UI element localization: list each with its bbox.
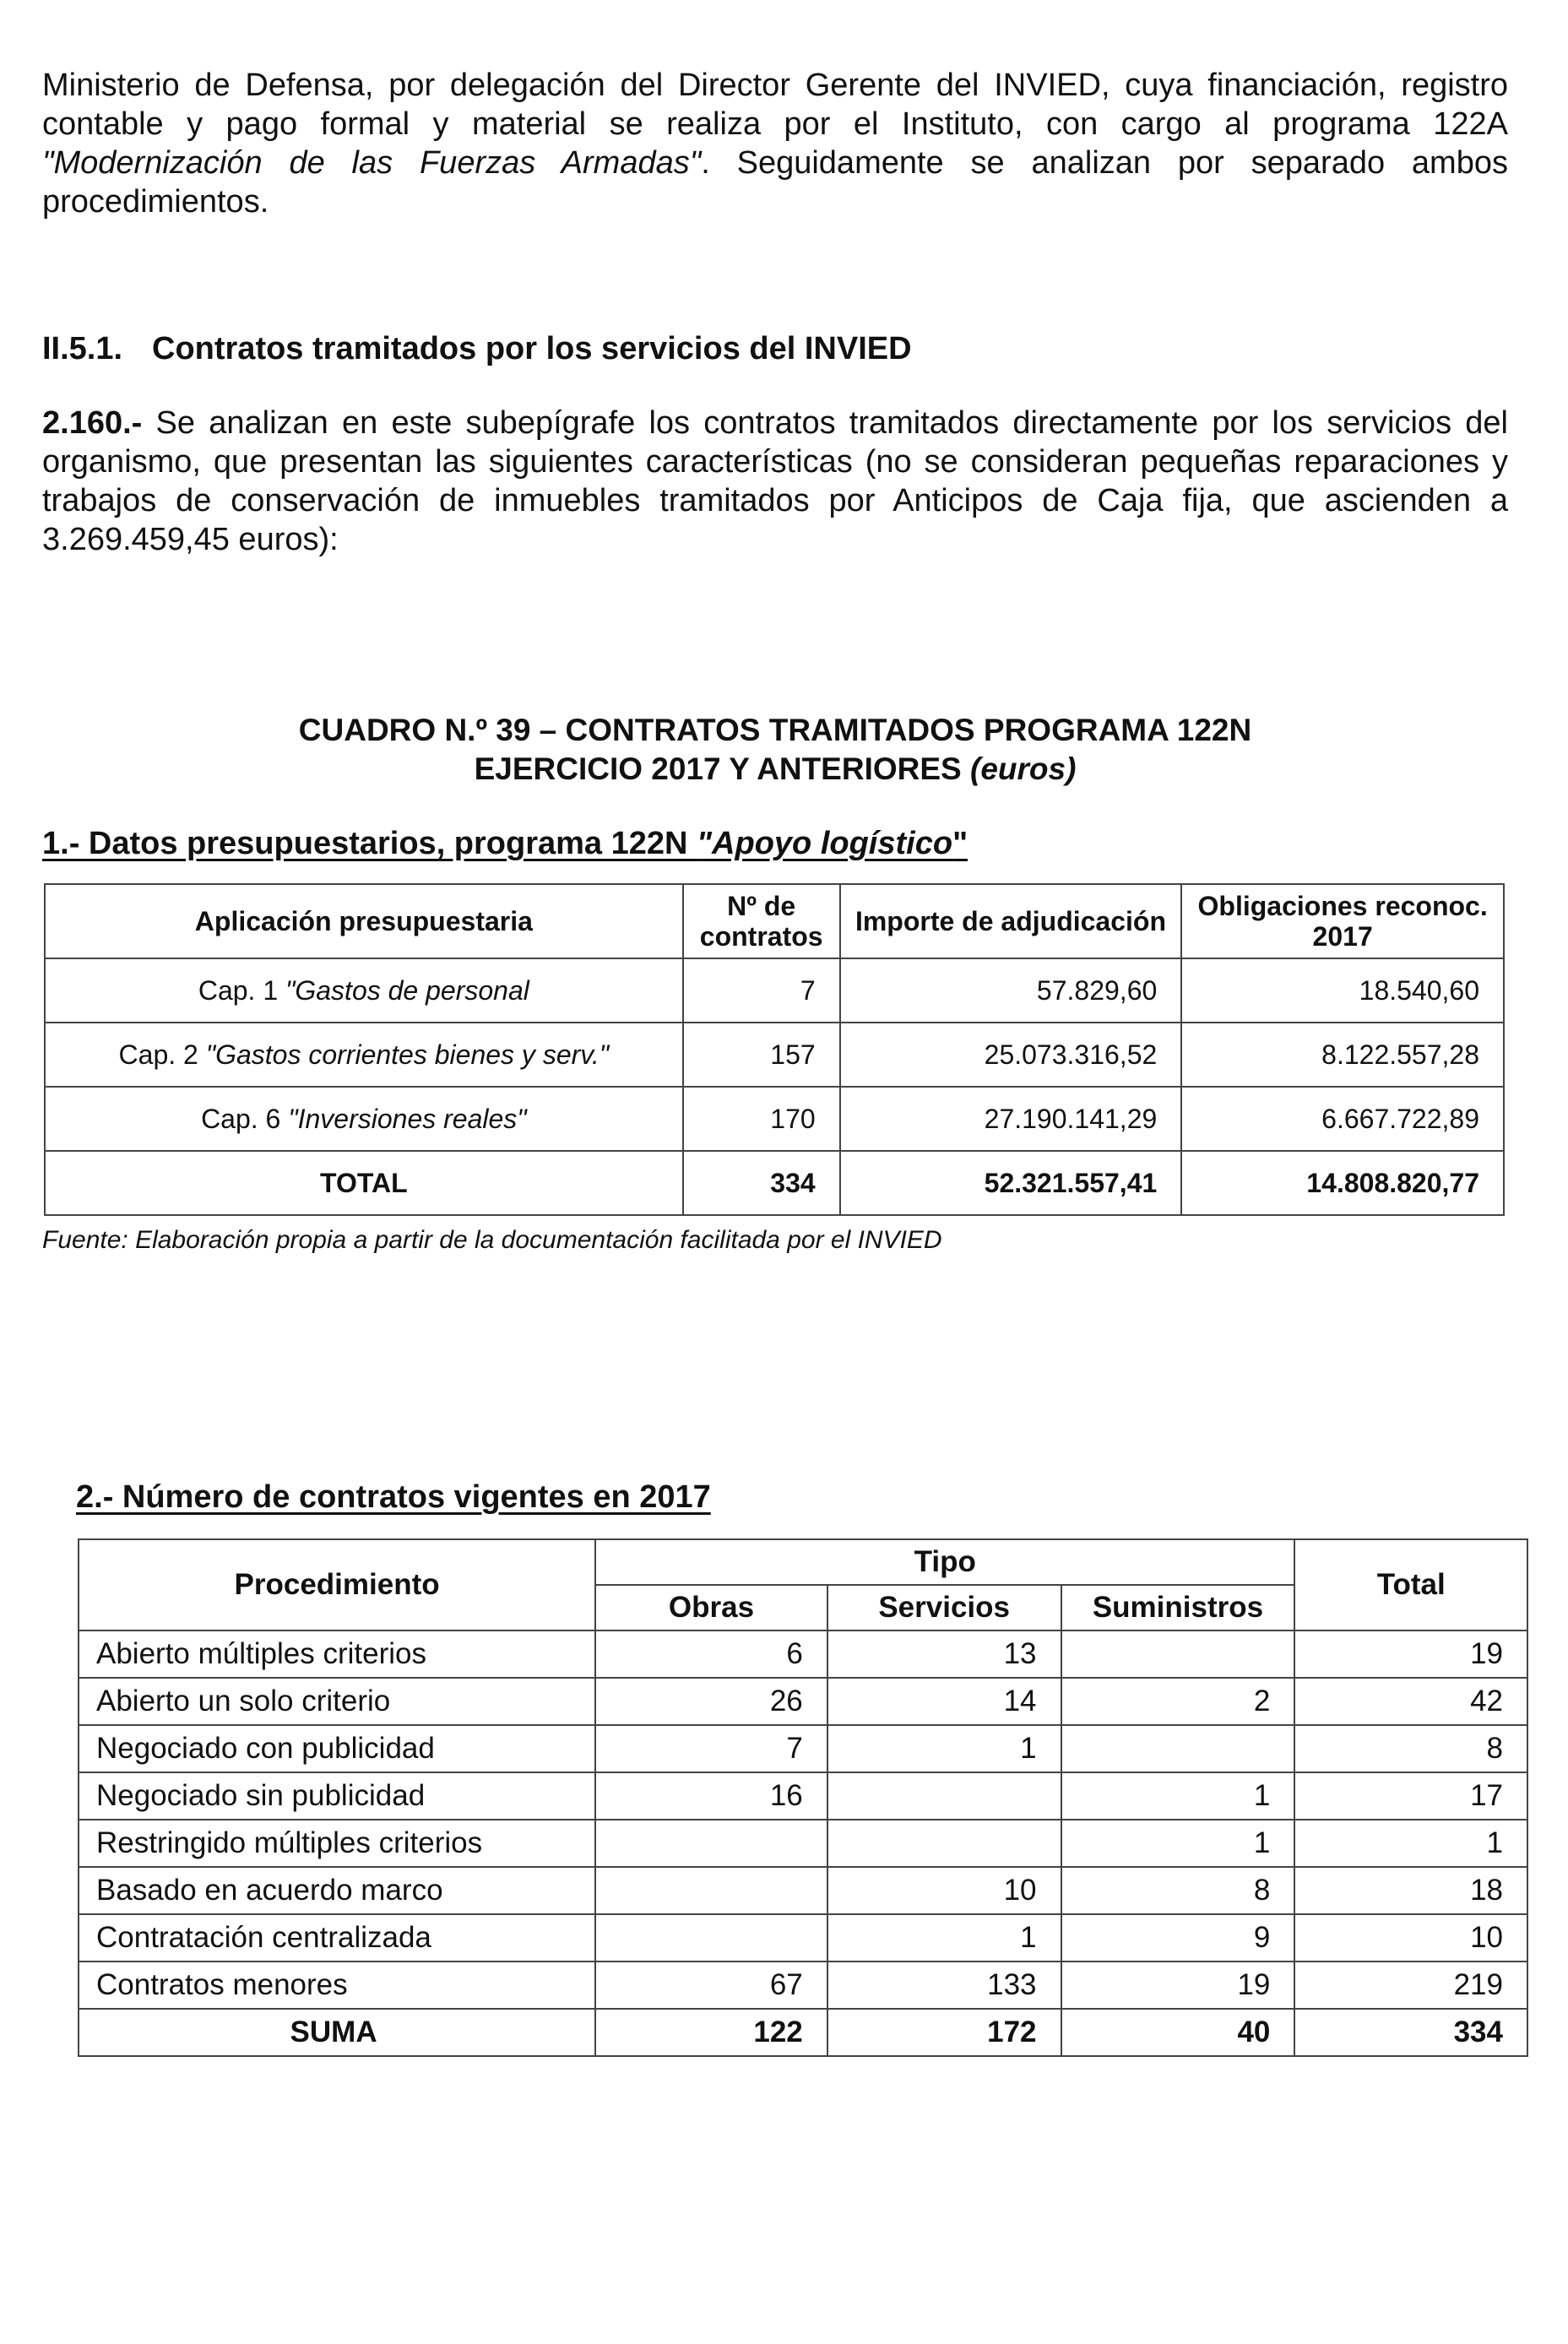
paragraph-text: Se analizan en este subepígrafe los contratos tramitados directamente por los servicios del organismo, que presentan las siguientes características (no se consideran pequeñas reparaciones y trabajos de conservación de inmuebles tramitados por Anticipos de Caja fija, que ascienden a 3.269.459,45 euros):	[42, 405, 1508, 557]
row-procedimiento: Negociado sin publicidad	[79, 1772, 595, 1820]
row-servicios	[827, 1772, 1061, 1820]
row-suministros: 8	[1061, 1867, 1295, 1914]
header-total: Total	[1294, 1539, 1527, 1630]
header-importe: Importe de adjudicación	[840, 884, 1182, 958]
row-total: 10	[1294, 1914, 1527, 1961]
header-suministros: Suministros	[1061, 1585, 1295, 1630]
table-row	[79, 1630, 1527, 1678]
row-obras: 7	[595, 1725, 827, 1772]
cap-desc: "Gastos corrientes bienes y serv."	[205, 1039, 610, 1070]
cap-desc: "Gastos de personal	[285, 974, 529, 1006]
total-importe: 52.321.557,41	[840, 1151, 1182, 1215]
table-row	[79, 1725, 1527, 1772]
row-importe: 57.829,60	[840, 958, 1182, 1023]
row-total: 8	[1294, 1725, 1527, 1772]
row-procedimiento: Abierto un solo criterio	[79, 1678, 595, 1725]
table-row	[79, 1867, 1527, 1914]
suma-obras: 122	[595, 2009, 827, 2056]
row-total: 42	[1294, 1678, 1527, 1725]
row-suministros: 9	[1061, 1914, 1295, 1961]
row-suministros: 19	[1061, 1961, 1295, 2009]
paragraph-2160	[42, 404, 1508, 559]
row-oblig: 8.122.557,28	[1181, 1023, 1504, 1087]
row-importe: 25.073.316,52	[840, 1023, 1182, 1087]
cuadro-title-line2-text: EJERCICIO 2017 Y ANTERIORES	[474, 751, 970, 786]
cap-label: Cap. 2	[118, 1039, 206, 1070]
row-num: 157	[683, 1023, 840, 1087]
table-row	[79, 1961, 1527, 2009]
total-label: TOTAL	[45, 1151, 683, 1215]
intro-italic-text: "Modernización de las Fuerzas Armadas"	[42, 145, 702, 181]
total-row	[45, 1151, 1504, 1215]
header-obras: Obras	[595, 1585, 827, 1630]
intro-text-end: . Seguidamente se analizan por separado ambos procedimientos.	[42, 145, 1508, 220]
suma-label: SUMA	[79, 2009, 595, 2056]
row-procedimiento: Restringido múltiples criterios	[79, 1820, 595, 1867]
header-obligaciones	[1181, 884, 1504, 958]
row-aplicacion	[45, 958, 683, 1023]
row-suministros: 1	[1061, 1772, 1295, 1820]
cap-desc: "Inversiones reales"	[288, 1103, 527, 1134]
cuadro-title-line1: CUADRO N.º 39 – CONTRATOS TRAMITADOS PROGRAMA 122N	[298, 713, 1252, 747]
row-suministros	[1061, 1630, 1295, 1678]
row-servicios	[827, 1820, 1061, 1867]
cuadro-title-line2	[42, 750, 1508, 789]
row-total: 1	[1294, 1820, 1527, 1867]
header-procedimiento: Procedimiento	[79, 1539, 595, 1630]
intro-paragraph	[42, 66, 1508, 221]
table1-title-quote: "	[952, 826, 968, 861]
row-total: 17	[1294, 1772, 1527, 1820]
table-row	[79, 1772, 1527, 1820]
row-servicios: 1	[827, 1725, 1061, 1772]
row-importe: 27.190.141,29	[840, 1087, 1182, 1151]
section-title: Contratos tramitados por los servicios del INVIED	[152, 331, 912, 366]
table-row	[45, 1023, 1504, 1087]
row-obras	[595, 1867, 827, 1914]
row-servicios: 13	[827, 1630, 1061, 1678]
table-row	[45, 958, 1504, 1023]
header-num-contratos	[683, 884, 840, 958]
row-total: 18	[1294, 1867, 1527, 1914]
row-obras: 67	[595, 1961, 827, 2009]
row-servicios: 10	[827, 1867, 1061, 1914]
table-row	[79, 1914, 1527, 1961]
row-servicios: 1	[827, 1914, 1061, 1961]
row-oblig: 18.540,60	[1181, 958, 1504, 1023]
section-heading	[42, 331, 912, 367]
cap-label: Cap. 1	[198, 974, 285, 1006]
header-aplicacion: Aplicación presupuestaria	[45, 884, 683, 958]
table-row	[79, 1678, 1527, 1725]
row-procedimiento: Abierto múltiples criterios	[79, 1630, 595, 1678]
suma-servicios: 172	[827, 2009, 1061, 2056]
table-row	[79, 1820, 1527, 1867]
header-num-line1: Nº de	[727, 891, 796, 921]
row-obras: 6	[595, 1630, 827, 1678]
budget-table-header	[45, 884, 1504, 958]
row-aplicacion	[45, 1023, 683, 1087]
section-number: II.5.1.	[42, 331, 123, 366]
header-oblig-line2: 2017	[1312, 921, 1373, 952]
header-tipo: Tipo	[595, 1539, 1294, 1585]
suma-row	[79, 2009, 1527, 2056]
cuadro-title	[42, 711, 1508, 789]
row-obras: 16	[595, 1772, 827, 1820]
budget-table	[44, 883, 1505, 1216]
row-procedimiento: Contratación centralizada	[79, 1914, 595, 1961]
table2-title: 2.- Número de contratos vigentes en 2017	[76, 1479, 711, 1515]
total-num: 334	[683, 1151, 840, 1215]
table1-title	[42, 826, 968, 862]
row-obras	[595, 1914, 827, 1961]
contracts-table	[78, 1538, 1528, 2057]
row-servicios: 14	[827, 1678, 1061, 1725]
row-procedimiento: Basado en acuerdo marco	[79, 1867, 595, 1914]
header-servicios: Servicios	[827, 1585, 1061, 1630]
row-num: 7	[683, 958, 840, 1023]
row-oblig: 6.667.722,89	[1181, 1087, 1504, 1151]
row-aplicacion	[45, 1087, 683, 1151]
contracts-table-header	[79, 1539, 1527, 1585]
row-suministros: 2	[1061, 1678, 1295, 1725]
table1-title-italic: "Apoyo logístico	[697, 826, 953, 861]
suma-total: 334	[1294, 2009, 1527, 2056]
row-obras	[595, 1820, 827, 1867]
table1-source: Fuente: Elaboración propia a partir de la documentación facilitada por el INVIED	[42, 1226, 942, 1254]
paragraph-ref: 2.160.-	[42, 405, 143, 441]
row-servicios: 133	[827, 1961, 1061, 2009]
table-row	[45, 1087, 1504, 1151]
row-total: 19	[1294, 1630, 1527, 1678]
row-procedimiento: Contratos menores	[79, 1961, 595, 2009]
cap-label: Cap. 6	[201, 1103, 289, 1134]
row-suministros: 1	[1061, 1820, 1295, 1867]
row-suministros	[1061, 1725, 1295, 1772]
suma-suministros: 40	[1061, 2009, 1295, 2056]
row-obras: 26	[595, 1678, 827, 1725]
table1-title-text: 1.- Datos presupuestarios, programa 122N	[42, 826, 697, 861]
row-num: 170	[683, 1087, 840, 1151]
intro-text: Ministerio de Defensa, por delegación del Director Gerente del INVIED, cuya financiación, registro contable y pago formal y material se realiza por el Instituto, con cargo al programa 122A	[42, 68, 1508, 142]
cuadro-title-units: (euros)	[970, 751, 1077, 786]
row-total: 219	[1294, 1961, 1527, 2009]
header-num-line2: contratos	[699, 921, 823, 952]
total-oblig: 14.808.820,77	[1181, 1151, 1504, 1215]
header-oblig-line1: Obligaciones reconoc.	[1197, 891, 1488, 921]
row-procedimiento: Negociado con publicidad	[79, 1725, 595, 1772]
